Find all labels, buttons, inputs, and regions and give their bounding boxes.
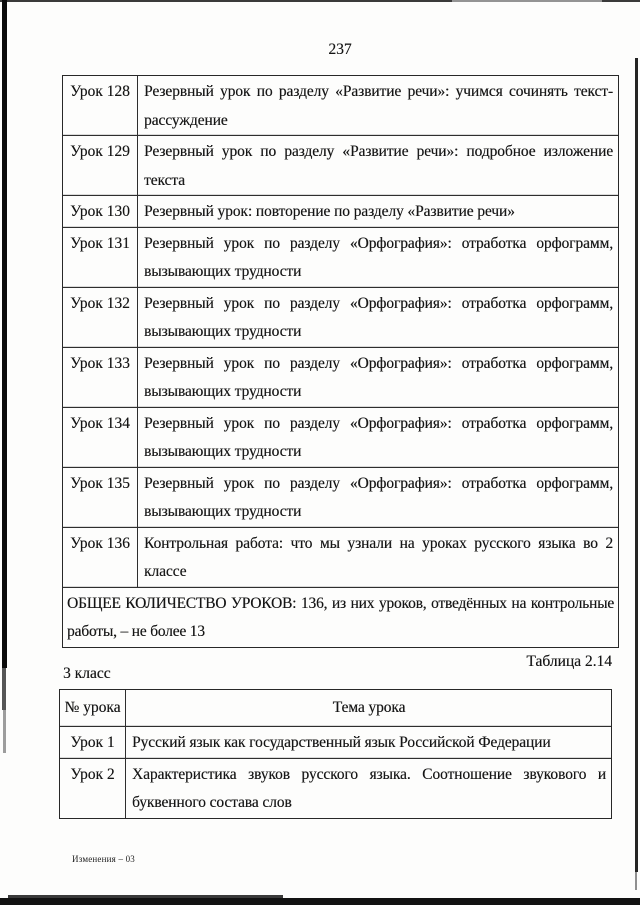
lesson-number-cell: Урок 134	[63, 408, 138, 467]
scan-edge-left-fade	[2, 668, 6, 710]
lesson-topic-cell: Контрольная работа: что мы узнали на уроках русского языка во 2 классе	[144, 534, 613, 580]
lesson-topic-cell: Резервный урок по разделу «Орфография»: отработка орфограмм, вызывающих трудности	[144, 234, 613, 280]
lesson-topic-cell: Резервный урок: повторение по разделу «Развитие речи»	[144, 203, 515, 220]
table-row	[63, 287, 618, 347]
lesson-number-cell: Урок 129	[63, 136, 138, 195]
lesson-topic-cell: Резервный урок по разделу «Орфография»: отработка орфограмм, вызывающих трудности	[144, 474, 613, 520]
table-header-row	[60, 690, 611, 726]
lesson-topic-cell: Резервный урок по разделу «Орфография»: отработка орфограмм, вызывающих трудности	[144, 294, 613, 340]
lesson-number-header: № урока	[60, 690, 126, 726]
scan-edge-left-fade	[3, 710, 6, 753]
grade-label: 3 класс	[63, 665, 111, 682]
scan-edge-bottom-segment	[8, 895, 283, 898]
scan-edge-bottom	[0, 898, 640, 905]
table-caption: Таблица 2.14	[526, 653, 612, 670]
table-row	[63, 135, 618, 195]
page-number: 237	[328, 41, 352, 58]
table-row	[60, 726, 611, 758]
lesson-topic-cell: Резервный урок по разделу «Орфография»: отработка орфограмм, вызывающих трудности	[144, 354, 613, 400]
lesson-topic-cell: Резервный урок по разделу «Развитие речи»: подробное изложение текста	[144, 143, 613, 189]
lesson-number-cell: Урок 2	[60, 759, 126, 818]
grade2-lessons-table	[62, 75, 619, 648]
lesson-number-cell: Урок 135	[63, 468, 138, 527]
scan-edge-right-tail	[635, 872, 637, 890]
lesson-topic-cell: Резервный урок по разделу «Орфография»: отработка орфограмм, вызывающих трудности	[144, 414, 613, 460]
lesson-topic-cell: Резервный урок по разделу «Развитие речи»: учимся сочинять текст-рассуждение	[144, 83, 613, 129]
table-row	[63, 467, 618, 527]
lesson-number-cell: Урок 128	[63, 76, 138, 135]
lesson-number-cell: Урок 1	[60, 727, 126, 758]
scan-edge-right	[635, 58, 638, 872]
grade3-lessons-table	[59, 689, 612, 819]
lesson-topic-cell: Русский язык как государственный язык Российской Федерации	[132, 734, 551, 751]
lesson-topic-header: Тема урока	[332, 698, 406, 716]
table-row	[63, 347, 618, 407]
table-row	[63, 527, 618, 587]
lesson-topic-cell: Характеристика звуков русского языка. Соотношение звукового и буквенного состава слов	[132, 765, 606, 811]
table-row	[63, 76, 618, 135]
lesson-number-cell: Урок 133	[63, 348, 138, 407]
table-row	[63, 195, 618, 227]
lesson-number-cell: Урок 131	[63, 228, 138, 287]
revision-footer-note: Изменения – 03	[72, 854, 136, 864]
lesson-number-cell: Урок 130	[63, 196, 138, 227]
table-row	[63, 227, 618, 287]
lesson-number-cell: Урок 132	[63, 288, 138, 347]
total-lessons-row: ОБЩЕЕ КОЛИЧЕСТВО УРОКОВ: 136, из них уроков, отведённых на контрольные работы, – не более 13	[63, 587, 618, 647]
table-row	[60, 758, 611, 818]
scan-edge-left	[2, 0, 7, 668]
lesson-number-cell: Урок 136	[63, 528, 138, 587]
scan-edge-top-light	[452, 0, 602, 2]
table-row	[63, 407, 618, 467]
